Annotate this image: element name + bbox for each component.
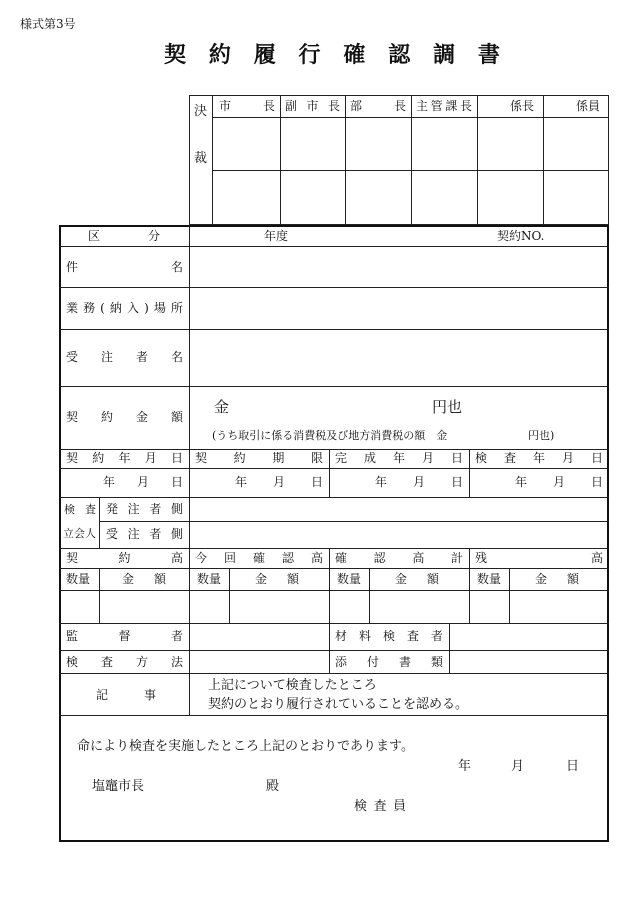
label-contract-no: 契約NO. xyxy=(497,229,545,243)
approval-label-top: 決 xyxy=(194,104,208,119)
approval-box xyxy=(189,95,609,225)
completion-date-value[interactable]: 年 月 日 xyxy=(375,475,463,489)
approval-role-director: 部 長 xyxy=(350,99,406,113)
label-witness-top: 検 査 xyxy=(64,503,96,516)
label-remaining: 残 高 xyxy=(475,551,603,565)
inspection-date-value[interactable]: 年 月 日 xyxy=(515,475,603,489)
label-remarks: 記 事 xyxy=(96,688,156,702)
tax-note-suffix: 円也) xyxy=(528,429,555,442)
contractor-witness-field[interactable] xyxy=(190,522,608,548)
inspection-statement: 命により検査を実施したところ上記のとおりであります。 xyxy=(77,739,414,754)
label-orderer-side: 発 注 者 側 xyxy=(106,502,183,516)
label-money-2: 金 額 xyxy=(255,572,299,586)
label-supervisor: 監 督 者 xyxy=(66,629,183,643)
honorific: 殿 xyxy=(266,779,280,794)
work-place-field[interactable] xyxy=(190,288,608,329)
addressee: 塩竈市長 xyxy=(92,779,145,794)
label-witness-bottom: 立会人 xyxy=(63,527,96,540)
footer-date-month: 月 xyxy=(511,759,525,774)
label-money-4: 金 額 xyxy=(535,572,579,586)
amount-suffix: 円也 xyxy=(432,398,463,416)
label-work-place: 業 務 ( 納 入 ) 場 所 xyxy=(66,301,183,315)
label-money-3: 金 額 xyxy=(395,572,439,586)
label-current-confirm: 今 回 確 認 高 xyxy=(195,551,323,565)
approval-role-deputy-mayor: 副 市 長 xyxy=(285,99,340,113)
approval-role-unit-chief: 係長 xyxy=(510,99,535,113)
label-attachments: 添 付 書 類 xyxy=(335,655,443,669)
label-quantity-4: 数量 xyxy=(477,572,502,586)
approval-role-section-chief: 主 管 課 長 xyxy=(416,99,472,113)
label-item-name: 件 名 xyxy=(66,260,183,274)
remarks-line-1: 上記について検査したところ xyxy=(208,678,377,693)
label-completion-date: 完 成 年 月 日 xyxy=(335,451,463,465)
remarks-line-2: 契約のとおり履行されていることを認める。 xyxy=(208,697,469,712)
label-category: 区 分 xyxy=(88,229,160,243)
label-quantity-2: 数量 xyxy=(197,572,222,586)
amount-prefix: 金 xyxy=(214,398,230,416)
item-name-field[interactable] xyxy=(190,247,608,287)
label-material-inspector: 材 料 検 査 者 xyxy=(335,629,443,643)
label-contract-date: 契 約 年 月 日 xyxy=(66,451,183,465)
approval-label-bottom: 裁 xyxy=(194,151,208,166)
label-contract-total: 契 約 高 xyxy=(66,551,183,565)
footer-date-day: 日 xyxy=(566,759,580,774)
label-contract-deadline: 契 約 期 限 xyxy=(195,451,323,465)
footer-date-year: 年 xyxy=(458,759,472,774)
label-contractor-name: 受 注 者 名 xyxy=(66,350,183,364)
page-title: 契 約 履 行 確 認 調 書 xyxy=(164,42,500,68)
contract-deadline-value[interactable]: 年 月 日 xyxy=(235,475,323,489)
material-inspector-field[interactable] xyxy=(450,624,608,650)
label-inspection-method: 検 査 方 法 xyxy=(66,655,183,669)
inspection-method-field[interactable] xyxy=(190,651,329,673)
tax-note: (うち取引に係る消費税及び地方消費税の額 金 xyxy=(212,429,448,442)
contract-date-value[interactable]: 年 月 日 xyxy=(103,475,183,489)
approval-role-mayor: 市 長 xyxy=(219,99,275,113)
label-inspection-date: 検 査 年 月 日 xyxy=(475,451,603,465)
label-quantity-3: 数量 xyxy=(337,572,362,586)
approval-role-staff: 係員 xyxy=(576,99,601,113)
orderer-witness-field[interactable] xyxy=(190,498,608,521)
label-contract-amount: 契 約 金 額 xyxy=(66,410,183,424)
contractor-name-field[interactable] xyxy=(190,330,608,386)
inspector-label: 検 査 員 xyxy=(354,799,406,814)
form-number: 様式第3号 xyxy=(20,17,76,31)
label-money-1: 金 額 xyxy=(122,572,166,586)
label-quantity-1: 数量 xyxy=(66,572,91,586)
label-confirm-total: 確 認 高 計 xyxy=(335,551,463,565)
attachments-field[interactable] xyxy=(450,651,608,673)
label-contractor-side: 受 注 者 側 xyxy=(106,527,183,541)
supervisor-field[interactable] xyxy=(190,624,329,650)
label-fiscal-year: 年度 xyxy=(264,229,289,243)
